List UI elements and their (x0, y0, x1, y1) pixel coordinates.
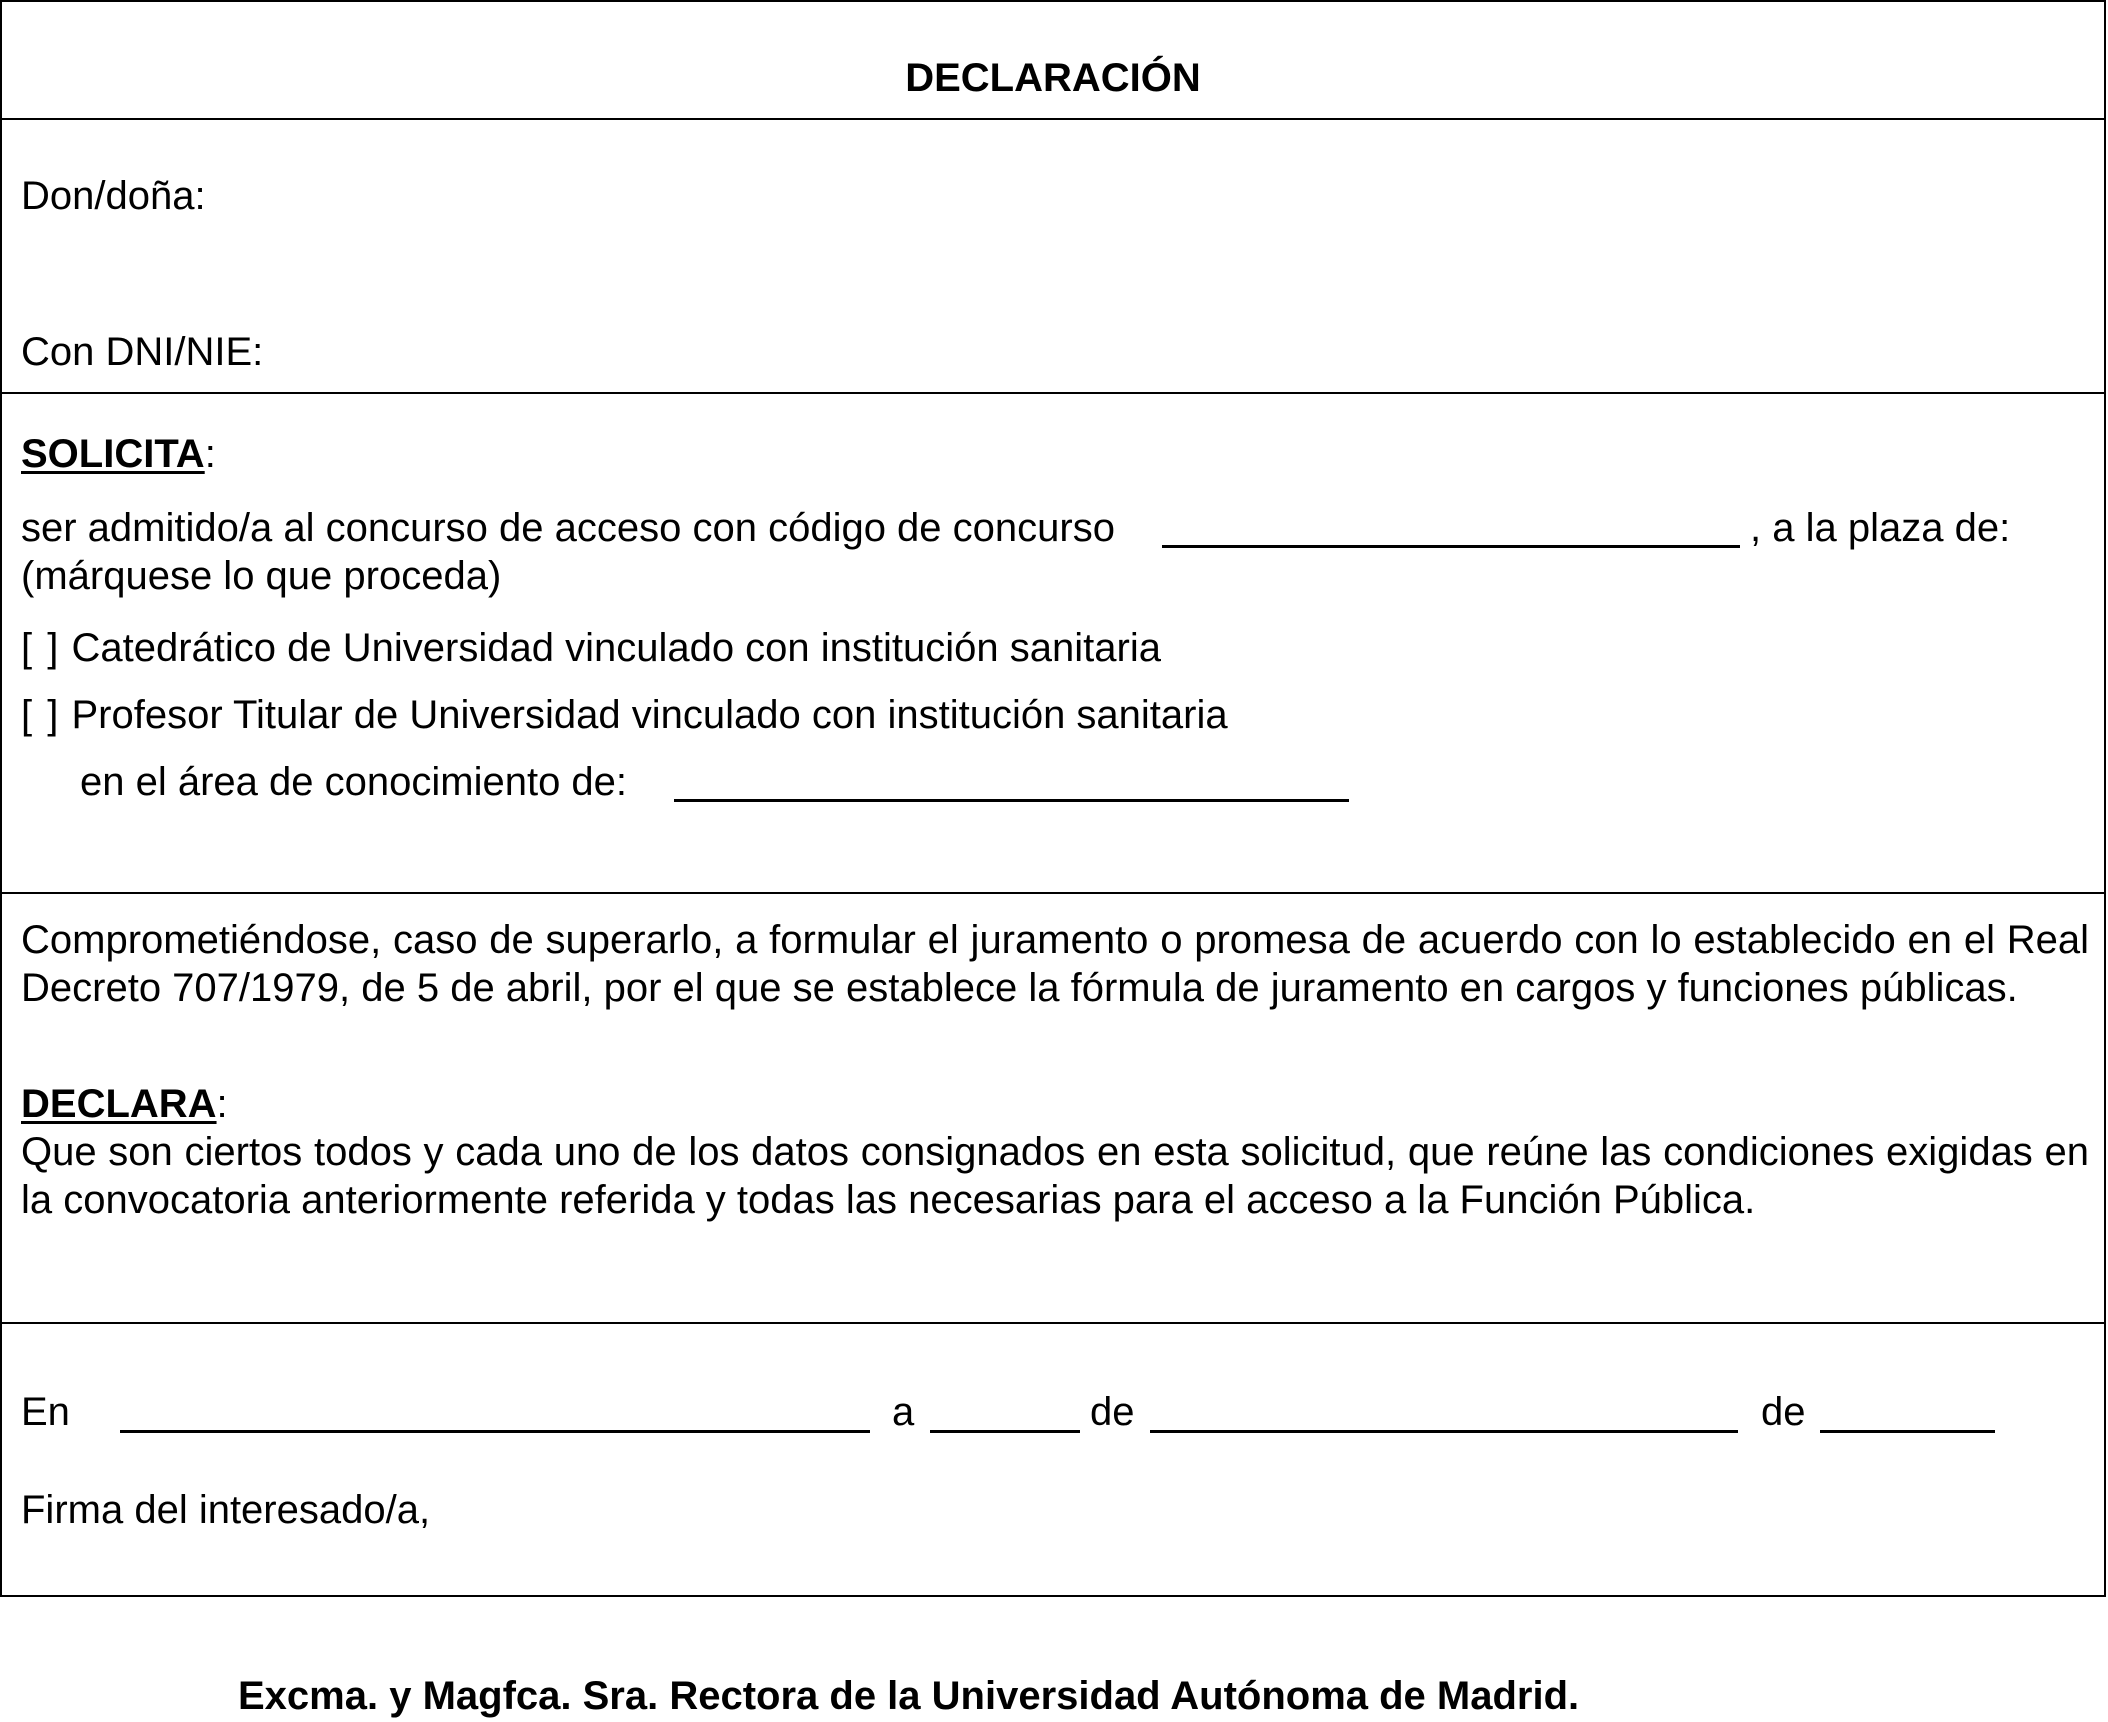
request-heading-colon: : (204, 432, 216, 476)
request-instruction: (márquese lo que proceda) (21, 554, 502, 598)
option-catedratico-label: Catedrático de Universidad vinculado con institución sanitaria (71, 626, 1161, 670)
day-label: a (892, 1390, 915, 1434)
area-label: en el área de conocimiento de: (80, 760, 628, 804)
signature-section (2, 1324, 2104, 1597)
request-section (2, 394, 2104, 894)
declare-text: Que son ciertos todos y cada uno de los datos consignados en esta solicitud, que reúne las condiciones exigidas en la convocatoria anteriormente referida y todas las necesarias para el acceso a la Función Pública. (21, 1130, 2089, 1222)
title-section (2, 2, 2104, 120)
month-field[interactable] (1150, 1430, 1738, 1433)
declare-heading: DECLARA (21, 1082, 217, 1126)
year-field[interactable] (1820, 1430, 1995, 1433)
addressee: Excma. y Magfca. Sra. Rectora de la Universidad Autónoma de Madrid. (238, 1674, 1580, 1718)
commitment-text: Comprometiéndose, caso de superarlo, a formular el juramento o promesa de acuerdo con lo establecido en el Real Decreto 707/1979, de 5 de abril, por el que se establece la fórmula de juramento en cargos y funciones públicas. (21, 918, 2089, 1010)
declare-heading-colon: : (216, 1082, 228, 1126)
request-heading-line (21, 430, 216, 478)
option-titular (21, 691, 1228, 739)
place-label: En (21, 1390, 70, 1434)
checkbox-titular[interactable]: [ ] (21, 693, 61, 737)
request-line1-start: ser admitido/a al concurso de acceso con código de concurso (21, 506, 1115, 550)
year-label: de (1761, 1390, 1806, 1434)
checkbox-catedratico[interactable]: [ ] (21, 626, 61, 670)
request-line1-end: , a la plaza de: (1750, 506, 2011, 550)
name-label: Don/doña: (21, 174, 206, 218)
declare-heading-line (21, 1080, 228, 1128)
area-field[interactable] (674, 799, 1349, 802)
signature-label: Firma del interesado/a, (21, 1488, 431, 1532)
person-section (2, 120, 2104, 394)
id-label: Con DNI/NIE: (21, 330, 264, 374)
day-field[interactable] (930, 1430, 1080, 1433)
option-titular-label: Profesor Titular de Universidad vinculado con institución sanitaria (71, 693, 1228, 737)
form-title: DECLARACIÓN (905, 56, 1201, 100)
request-heading: SOLICITA (21, 432, 205, 476)
declaration-section (2, 894, 2104, 1324)
contest-code-field[interactable] (1162, 545, 1740, 548)
place-field[interactable] (120, 1430, 870, 1433)
month-label: de (1090, 1390, 1135, 1434)
option-catedratico (21, 624, 1161, 672)
